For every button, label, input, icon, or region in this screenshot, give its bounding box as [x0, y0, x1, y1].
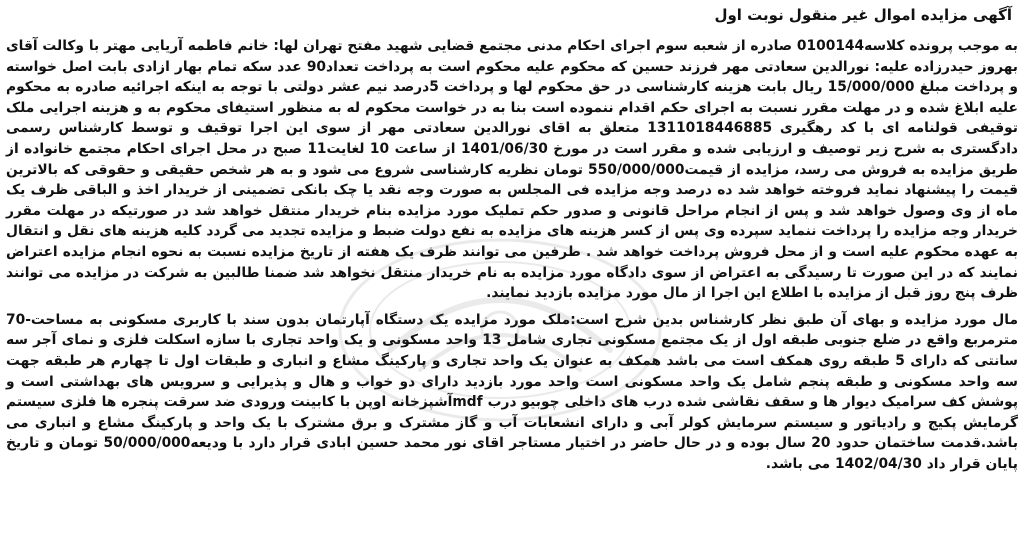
notice-title: آگهی مزایده اموال غیر منقول نوبت اول	[714, 6, 1012, 24]
notice-paragraph-property-description: مال مورد مزایده و بهای آن طبق نظر کارشناس بدین شرح است:ملک مورد مزایده یک دستگاه آپارتمان بدون سند با کاربری مسکونی به مساحت-70 مترمربع واقع در ضلع جنوبی طبقه اول از یک مجتمع مسکونی تجاری شامل 13 واحد مسکونی و یک واحد تجاری با سازه اسکلت فلزی و نمای آجر سه سانتی که دارای 5 طبقه روی همکف است می باشد همکف به عنوان یک واحد تجاری و پارکینگ مشاع و انباری و طبقات اول تا چهارم هر طبقه جهت سه واحد مسکونی و طبقه پنجم شامل یک واحد مسکونی است واحد مورد بازدید دارای دو خواب و هال و پذیرایی و سرویس های بهداشتی است و پوشش کف سرامیک دیوار ها و سقف نقاشی شده درب های داخلی چوبیو درب mdfآشپزخانه اوپن با کابینت ورودی ضد سرقت پنجره ها فلزی سیستم گرمایش پکیج و رادیاتور و سیستم سرمایش کولر آبی و دارای انشعابات آب و گاز مشترک و برق مشترک با یک واحد و پارکینگ مشاع و انباری می باشد.قدمت ساختمان حدود 20 سال بوده و در حال حاضر در اختیار مستاجر اقای نور محمد حسین ابادی قرار دارد با ودیعه50/000/000 تومان و تاریخ پایان قرار داد 1402/04/30 می باشد.	[6, 311, 1019, 472]
notice-paragraph-case-details: به موجب پرونده کلاسه0100144 صادره از شعبه سوم اجرای احکام مدنی مجتمع قضایی شهید مفتح تهران لها: خانم فاطمه آریایی مهتر با وکالت آقای بهروز حیدرزاده علیه: نورالدین سعادتی مهر فرزند حسین که محکوم علیه محکوم است به پرداخت تعداد90 عدد سکه تمام بهار ازادی بابت اصل خواسته و پرداخت مبلغ 15/000/000 ریال بابت هزینه کارشناسی در حق محکوم لها و پرداخت 5درصد نیم عشر دولتی با توجه به اینکه اجرائیه صادره به محکوم علیه ابلاغ شده و در مهلت مقرر نسبت به اجرای حکم اقدام ننموده است بنا به در خواست محکوم له به منظور استیفای محکوم به و هزینه اجرایی ملک توقیفی قولنامه ای با کد رهگیری 1311018446885 متعلق به اقای نورالدین سعادتی مهر از سوی این اجرا توقیف و توسط کارشناس رسمی دادگستری به شرح زیر توصیف و ارزیابی شده و مقرر است در مورخ 1401/06/30 از ساعت 10 لغایت11 صبح در محل اجرای احکام مجتمع خانواده از طریق مزایده به فروش می رسد، مزایده از قیمت550/000/000 تومان نظریه کارشناسی شروع می شود و به هر شخص حقیقی و حقوقی که بالاترین قیمت را پیشنهاد نماید فروخته خواهد شد ده درصد وجه مزایده فی المجلس به صورت وجه نقد یا چک بانکی تضمینی از خریدار اخذ و الباقی ظرف یک ماه از وی وصول خواهد شد و پس از انجام مراحل قانونی و صدور حکم تملیک مورد مزایده بنام خریدار منتقل خواهد شد در صورتیکه در مهلت مقرر خریدار وجه مزایده را پرداخت ننماید سپرده وی پس از کسر هزینه های مزایده به نفع دولت ضبط و مزایده تجدید می گردد کلیه هزینه های نقل و انتقال به عهده محکوم علیه است و از محل فروش پرداخت خواهد شد . طرفین می توانند ظرف یک هفته از تاریخ مزایده نسبت به نحوه انجام مزایده اعتراض نمایند که در این صورت تا رسیدگی به اعتراض از سوی دادگاه مورد مزایده به نام خریدار منتقل نخواهد شد ضمنا طالبین به شرکت در مزایده می توانند ظرف پنج روز قبل از مزایده با اطلاع این اجرا از مال مورد مزایده بازدید نمایند.	[6, 38, 1018, 302]
auction-notice	[6, 4, 1018, 474]
